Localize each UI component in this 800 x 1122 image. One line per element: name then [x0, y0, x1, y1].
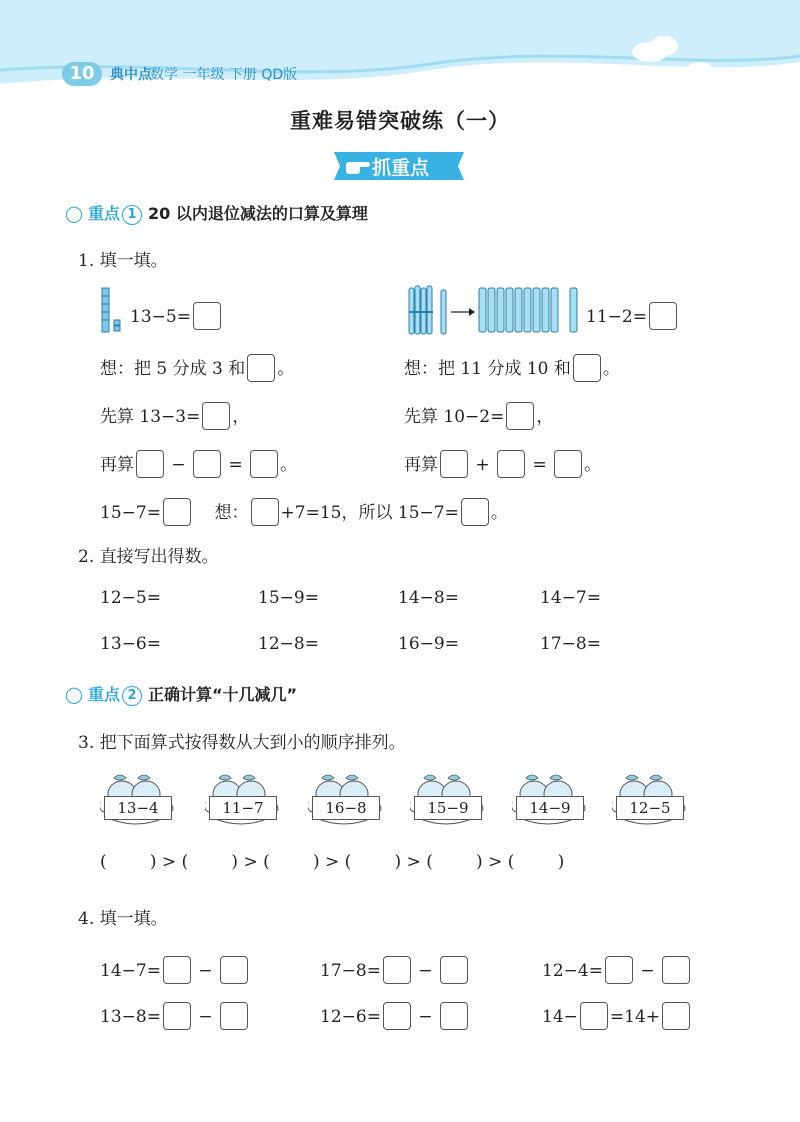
section-number: 2 — [122, 686, 142, 706]
answer-box[interactable] — [383, 1002, 411, 1030]
answer-box[interactable] — [247, 354, 275, 382]
q2-item: 14−7= — [540, 588, 601, 608]
expression-card: 16−8 — [312, 796, 380, 820]
q1-left-equation: 13−5= — [130, 302, 223, 330]
answer-box[interactable] — [220, 1002, 248, 1030]
compare-answer-line[interactable]: ( ) > ( ) > ( ) > ( ) > ( ) > ( ) — [100, 852, 565, 872]
answer-box[interactable] — [251, 498, 279, 526]
answer-box[interactable] — [383, 956, 411, 984]
sticks-bundle-icon — [405, 282, 585, 340]
answer-box[interactable] — [605, 956, 633, 984]
q1-bottom-line: 15−7= 想： +7=15，所以 15−7= 。 — [100, 498, 508, 526]
answer-box[interactable] — [163, 956, 191, 984]
answer-box[interactable] — [193, 450, 221, 478]
apple-basket-card — [612, 772, 688, 832]
answer-box[interactable] — [580, 1002, 608, 1030]
q2-item: 17−8= — [540, 634, 601, 654]
q1-right-first: 先算 10−2= ， — [404, 402, 553, 430]
answer-box[interactable] — [554, 450, 582, 478]
banner-label: 抓重点 — [372, 157, 430, 179]
book-title: 数学 一年级 下册 QD版 — [150, 67, 298, 83]
expression-card: 12−5 — [616, 796, 684, 820]
section-title: 20 以内退位减法的口算及算理 — [148, 204, 368, 223]
section-heading-1 — [65, 201, 368, 225]
apple-basket-card — [308, 772, 384, 832]
q2-item: 12−8= — [258, 634, 319, 654]
answer-box[interactable] — [440, 956, 468, 984]
expression-card: 15−9 — [414, 796, 482, 820]
apple-basket-card — [512, 772, 588, 832]
answer-box[interactable] — [163, 1002, 191, 1030]
answer-box[interactable] — [193, 302, 221, 330]
expression-card: 14−9 — [516, 796, 584, 820]
answer-box[interactable] — [440, 1002, 468, 1030]
q2-item: 13−6= — [100, 634, 161, 654]
lightbulb-icon: ◯ — [65, 685, 83, 704]
q4-item: 13−8= − — [100, 1002, 250, 1030]
section-badge: 重点 — [88, 204, 121, 223]
tens-blocks-icon — [100, 286, 126, 336]
answer-box[interactable] — [220, 956, 248, 984]
q1-right-think: 想：把 11 分成 10 和 。 — [404, 354, 620, 382]
answer-box[interactable] — [250, 450, 278, 478]
section-badge: 重点 — [88, 685, 121, 704]
q1-right-equation: 11−2= — [586, 302, 679, 330]
q4-item: 12−4= − — [542, 956, 692, 984]
q4-item: 12−6= − — [320, 1002, 470, 1030]
answer-box[interactable] — [649, 302, 677, 330]
header-band — [0, 0, 800, 100]
expression-card: 13−4 — [104, 796, 172, 820]
answer-box[interactable] — [202, 402, 230, 430]
brand-logo: 典中点 — [110, 67, 152, 83]
q4-item: 14− =14+ — [542, 1002, 692, 1030]
answer-box[interactable] — [136, 450, 164, 478]
section-number: 1 — [122, 205, 142, 225]
answer-box[interactable] — [573, 354, 601, 382]
answer-box[interactable] — [506, 402, 534, 430]
lightbulb-icon: ◯ — [65, 204, 83, 223]
q4-item: 17−8= − — [320, 956, 470, 984]
answer-box[interactable] — [662, 1002, 690, 1030]
q1-left-think: 想：把 5 分成 3 和 。 — [100, 354, 294, 382]
answer-box[interactable] — [163, 498, 191, 526]
q2-item: 15−9= — [258, 588, 319, 608]
apple-basket-card — [205, 772, 281, 832]
page-number: 10 — [62, 62, 102, 86]
page-title: 重难易错突破练（一） — [290, 109, 510, 133]
answer-box[interactable] — [440, 450, 468, 478]
answer-box[interactable] — [461, 498, 489, 526]
q1-left-first: 先算 13−3= ， — [100, 402, 249, 430]
q1-right-then: 再算 + = 。 — [404, 450, 601, 478]
apple-basket-card — [100, 772, 176, 832]
answer-box[interactable] — [662, 956, 690, 984]
question-4-heading: 4. 填一填。 — [78, 909, 168, 929]
q2-item: 12−5= — [100, 588, 161, 608]
q2-item: 16−9= — [398, 634, 459, 654]
question-1-heading: 1. 填一填。 — [78, 251, 168, 271]
q2-item: 14−8= — [398, 588, 459, 608]
q1-left-then: 再算 − = 。 — [100, 450, 297, 478]
section-heading-2 — [65, 682, 297, 706]
apple-basket-card — [410, 772, 486, 832]
answer-box[interactable] — [497, 450, 525, 478]
expression-card: 11−7 — [209, 796, 277, 820]
section-title: 正确计算“十几减几” — [148, 685, 298, 704]
q4-item: 14−7= − — [100, 956, 250, 984]
question-2-heading: 2. 直接写出得数。 — [78, 547, 219, 567]
question-3-heading: 3. 把下面算式按得数从大到小的顺序排列。 — [78, 733, 406, 753]
